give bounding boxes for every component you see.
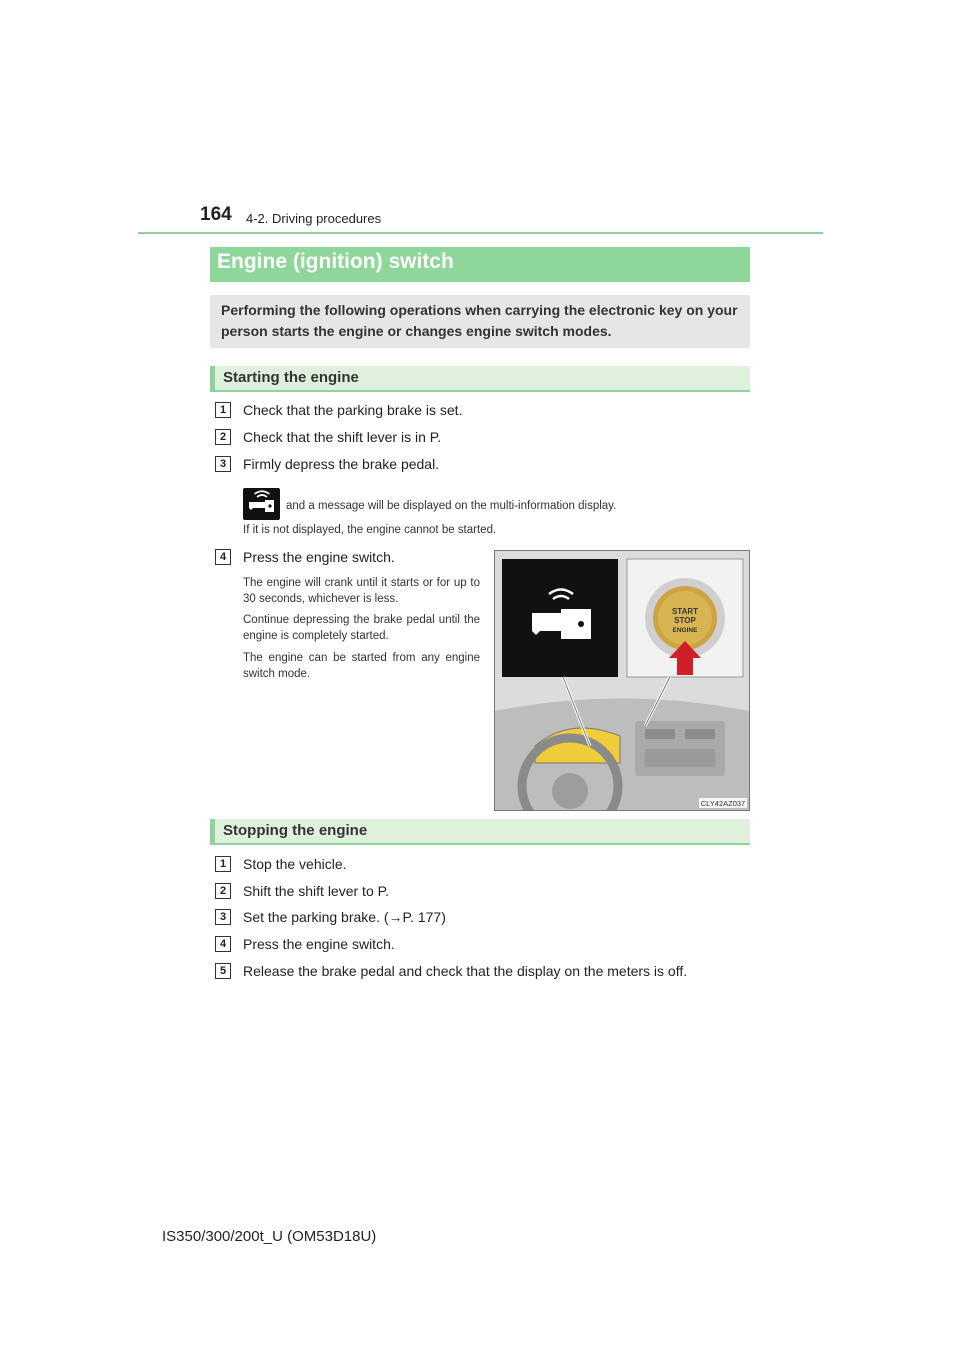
stop-step-1-text: Stop the vehicle. <box>243 856 347 872</box>
stop-step-3-text: Set the parking brake. (→P. 177) <box>243 909 446 925</box>
stop-step-5-text: Release the brake pedal and check that the display on the meters is off. <box>243 963 688 979</box>
start-step-3-number: 3 <box>215 456 231 472</box>
key-indicator-icon <box>243 488 280 520</box>
section-label: 4-2. Driving procedures <box>246 211 382 226</box>
step-3-note-warning: If it is not displayed, the engine cannot be started. <box>243 524 497 536</box>
stopping-heading <box>210 819 750 845</box>
starting-heading-text: Starting the engine <box>223 369 359 386</box>
header-divider <box>138 232 823 234</box>
footer-model: IS350/300/200t_U (OM53D18U) <box>162 1228 377 1245</box>
button-text-engine: ENGINE <box>672 627 698 634</box>
stop-step-2-number: 2 <box>215 883 231 899</box>
stopping-heading-text: Stopping the engine <box>223 822 368 839</box>
engine-switch-illustration <box>494 550 750 811</box>
stop-step-4-text: Press the engine switch. <box>243 936 395 952</box>
stop-step-4-number: 4 <box>215 936 231 952</box>
step-3-note-display: and a message will be displayed on the multi-information display. <box>286 500 617 512</box>
start-step-2-text: Check that the shift lever is in P. <box>243 429 442 445</box>
step-4-note-depress: Continue depressing the brake pedal until the engine is completely started. <box>243 614 480 642</box>
intro-text: Performing the following operations when carrying the electronic key on your person starts the engine or changes engine switch modes. <box>221 302 738 339</box>
step-4-note-crank: The engine will crank until it starts or for up to 30 seconds, whichever is less. <box>243 577 480 605</box>
figure-code: CLY42AZ037 <box>700 799 746 808</box>
button-text-stop: STOP <box>674 616 696 625</box>
start-step-3-text: Firmly depress the brake pedal. <box>243 456 440 472</box>
intro-box <box>210 295 750 348</box>
stop-step-1-number: 1 <box>215 856 231 872</box>
page-number: 164 <box>200 204 232 225</box>
stop-step-5-number: 5 <box>215 963 231 979</box>
start-step-2-number: 2 <box>215 429 231 445</box>
button-text-start: START <box>671 607 699 616</box>
start-step-4-text: Press the engine switch. <box>243 549 395 565</box>
stop-step-3-number: 3 <box>215 909 231 925</box>
title-bar <box>210 247 750 282</box>
step-4-note-any-mode: The engine can be started from any engine switch mode. <box>243 652 480 680</box>
page-title: Engine (ignition) switch <box>217 250 454 273</box>
stop-step-2-text: Shift the shift lever to P. <box>243 883 390 899</box>
start-step-1-number: 1 <box>215 402 231 418</box>
start-step-1-text: Check that the parking brake is set. <box>243 402 463 418</box>
start-step-4-number: 4 <box>215 549 231 565</box>
starting-heading <box>210 366 750 392</box>
